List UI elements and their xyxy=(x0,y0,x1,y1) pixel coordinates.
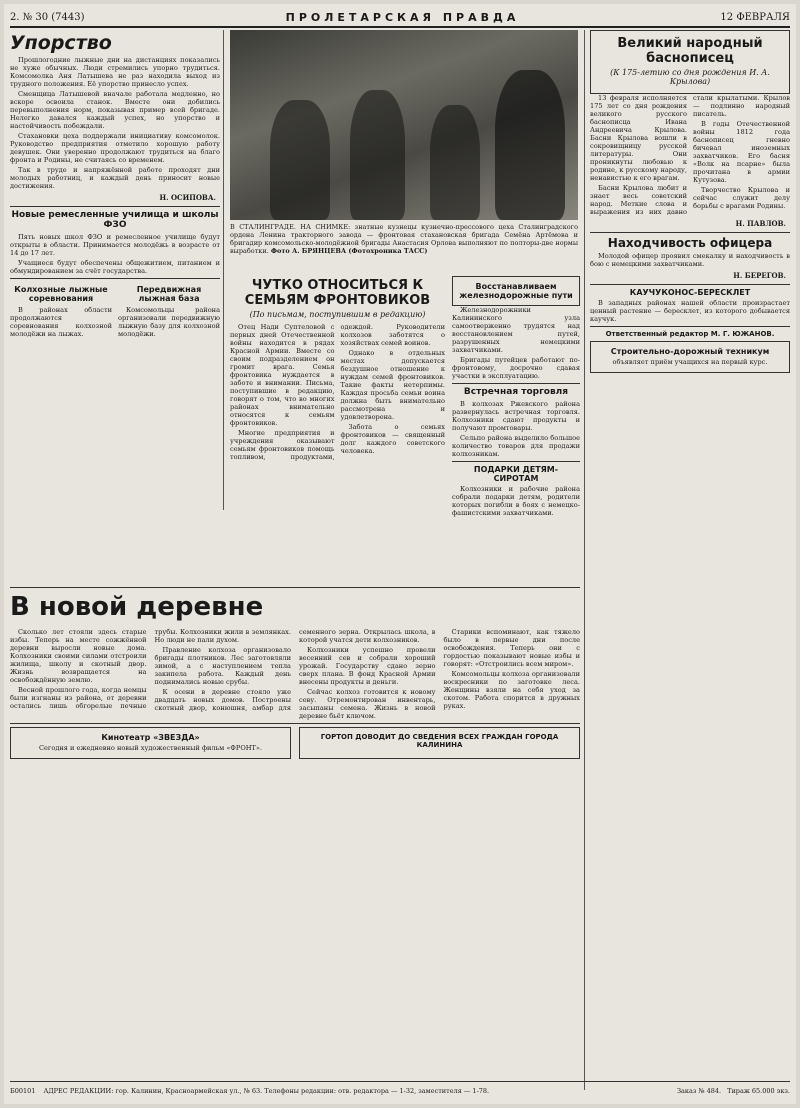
footer-order: Заказ № 484. xyxy=(676,1087,722,1095)
gifts-title: ПОДАРКИ ДЕТЯМ-СИРОТАМ xyxy=(473,465,559,483)
footer xyxy=(10,1081,790,1100)
schools-body: Пять новых школ ФЗО и ремесленное училище будут открыты в области. Принимается молодёжь в возрасте от 14 до 17 лет. Учащиеся будут обеспечены общежитием, питанием и обмундированием за счёт государства. xyxy=(10,233,220,275)
school-ad-body: объявляет приём учащихся на первый курс. xyxy=(612,358,768,366)
caoutchouc-body: В западных районах нашей области произрастает ценный растение — бересклет, из которого добывается каучук. xyxy=(590,299,790,323)
issue-date: 12 ФЕВРАЛЯ xyxy=(720,11,790,23)
gifts-body: Колхозники и рабочие района собрали подарки детям, родители которых погибли в боях с немецко-фашистскими захватчиками. xyxy=(452,485,580,517)
article-families xyxy=(230,276,445,576)
notice-title: ГОРТОП ДОВОДИТ ДО СВЕДЕНИЯ ВСЕХ ГРАЖДАН ГОРОДА КАЛИНИНА xyxy=(320,733,559,749)
editor-line: Ответственный редактор М. Г. ЮЖАНОВ. xyxy=(605,330,775,338)
footer-circulation: Тираж 65.000 экз. xyxy=(727,1087,790,1095)
fabulist-subtitle: (К 175-летию со дня рождения И. А. Крылова) xyxy=(610,68,770,86)
village-title: В новой деревне xyxy=(10,592,264,622)
issue-number: 2. № 30 (7443) xyxy=(10,11,85,23)
article-body: Прошлогодние лыжные дни на дистанциях показались не хуже обычных. Люди стремились упорно трудиться. Комсомолка Аня Латышева не раз находила выход из трудного положения. Её упорство принесло успех. Сменщица Латышевой вначале работала медленно, но вскоре освоила станок. Вместе они добились перевыполнения норм, показывая пример всей бригаде. Нелегко давался каждый успех, но упорство и настойчивость побеждали. Стахановки цеха поддержали инициативу комсомолок. Руководство предприятия отметило хорошую работу девушек. Они уверенно продолжают трудиться на благо фронта и Родины, не считаясь со временем. Так в труде и напряжённой работе проходят дни молодых работниц, и каждый день приносит новые достижения. xyxy=(10,56,220,190)
skiing-body: В районах области продолжаются соревнования колхозной молодёжи на лыжах. xyxy=(10,306,112,338)
column-divider xyxy=(584,30,585,1090)
caoutchouc-title: КАУЧУКОНОС-БЕРЕСКЛЕТ xyxy=(629,288,751,297)
column-middle-right xyxy=(452,276,580,576)
fabulist-signature: Н. ПАВЛОВ. xyxy=(735,219,786,228)
column-divider xyxy=(223,30,224,510)
photo-block xyxy=(230,30,578,270)
cinema-ad-title: Кинотеатр «ЗВЕЗДА» xyxy=(101,733,200,742)
fabulist-body: 13 февраля исполняется 175 лет со дня рождения великого русского баснописца Ивана Андреевича Крылова. Басни Крылова вошли в сокровищницу русской литературы. Они проникнуты любовью к родине, к русскому народу, ненавистью к его врагам. Басни Крылова любит и знает весь советский народ. Меткие слова и выражения из них давно стали крылатыми. Крылов — подлинно народный писатель. В годы Отечественной войны 1812 года баснописец гневно бичевал иноземных захватчиков. Его басня «Волк на псарне» была прочитана в армии Кутузова. Творчество Крылова и сейчас служит делу борьбы с врагами Родины. xyxy=(590,94,790,216)
cinema-ad-body: Сегодня и ежедневно новый художественный фильм «ФРОНТ». xyxy=(38,744,263,752)
paper-title: ПРОЛЕТАРСКАЯ ПРАВДА xyxy=(285,10,520,24)
skiing-title: Колхозные лыжные соревнования xyxy=(14,285,108,303)
fabulist-title: Великий народный баснописец xyxy=(617,36,763,66)
footer-code: Б00101 xyxy=(10,1087,36,1095)
ski-base-body: Комсомольцы района организовали передвижную лыжную базу для колхозной молодёжи. xyxy=(118,306,220,338)
village-body: Сколько лет стояли здесь старые избы. Теперь на месте сожжённой деревни выросли новые дома. Колхозники своими силами отстроили жилища, школу и скотный двор. Жизнь возвращается на освобождённую землю. Весной прошлого года, когда немцы были изгнаны из района, от деревни остались лишь обгорелые печные трубы. Колхозники жили в землянках. Но люди не пали духом. Правление колхоза организовало бригады плотников. Лес заготовляли зимой, а с наступлением тепла закипела работа. Каждый день поднимались новые срубы. К осени в деревне стояло уже двадцать новых домов. Построены скотный двор, конюшня, амбар для семенного зерна. Открылась школа, в которой учатся дети колхозников. Колхозники успешно провели весенний сев и собрали хороший урожай. Государству сдано зерно сверх плана. В фонд Красной Армии внесены продукты и деньги. Сейчас колхоз готовится к новому севу. Отремонтирован инвентарь, засыпаны семена. Жизнь в новой деревне бьёт ключом. Старики вспоминают, как тяжело было в первые дни после освобождения. Теперь они с гордостью показывают новые избы и говорят: «Отстроились всем миром». Комсомольцы колхоза организовали воскресники по заготовке леса. Женщины взяли на себя уход за скотом. Работа спорится в дружных руках. xyxy=(10,628,580,720)
families-subtitle: (По письмам, поступившим в редакцию) xyxy=(249,310,426,319)
article-village xyxy=(10,584,580,1064)
vigilance-body: Молодой офицер проявил смекалку и находчивость в бою с немецкими захватчиками. xyxy=(590,252,790,268)
restoration-body: Железнодорожники Калининского узла самоотверженно трудятся над восстановлением путей, разрушенных немецкими захватчиками. Бригады путейцев работают по-фронтовому, досрочно сдавая участки в эксплуатацию. xyxy=(452,306,580,380)
factory-photo xyxy=(230,30,578,220)
ski-base-title: Передвижная лыжная база xyxy=(136,285,202,303)
masthead xyxy=(10,8,790,28)
article-title: Упорство xyxy=(10,32,112,54)
restoration-title: Восстанавливаем железнодорожные пути xyxy=(459,282,573,300)
photo-caption: В СТАЛИНГРАДЕ. НА СНИМКЕ: знатные кузнецы кузнечно-прессового цеха Сталинградского ордена Ленина тракторного завода — фронтовая стахановская бригада Семёна Артёмова и бригадир комсомольско-молодёжной бригады Анастасия Орлова выполняют по полторы-две нормы выработки. Фото А. БРЯНЦЕВА (Фотохроника ТАСС) xyxy=(230,223,578,255)
families-title: ЧУТКО ОТНОСИТЬСЯ К СЕМЬЯМ ФРОНТОВИКОВ xyxy=(244,278,431,308)
article-stubbornness xyxy=(10,30,220,530)
article-signature: Н. ОСИПОВА. xyxy=(159,193,216,202)
vigilance-title: Находчивость офицера xyxy=(607,236,773,250)
families-body: Отец Нади Суптеловой с первых дней Отечественной войны находится в рядах Красной Армии. Вместе со своим подразделением он громит врага. Семья фронтовика нуждается в заботе и внимании. Письма, поступившие в редакцию, говорят о том, что во многих районах внимательно относятся к семьям фронтовиков. Многие предприятия и учреждения оказывают семьям фронтовиков помощь топливом, продуктами, одеждой. Руководители колхозов заботятся о хозяйствах семей воинов. Однако в отдельных местах допускается бездушное отношение к нуждам семей фронтовиков. Такие факты нетерпимы. Каждая просьба семьи воина должна быть внимательно рассмотрена и удовлетворена. Забота о семьях фронтовиков — священный долг каждого советского человека. xyxy=(230,323,445,461)
school-ad-title: Строительно-дорожный техникум xyxy=(610,347,770,356)
column-right xyxy=(590,30,790,1070)
trade-title: Встречная торговля xyxy=(463,387,569,397)
schools-title: Новые ремесленные училища и школы ФЗО xyxy=(11,210,219,230)
trade-body: В колхозах Ржевского района развернулась встречная торговля. Колхозники сдают продукты и получают промтовары. Сельпо района выделило большое количество товаров для продажи колхозникам. xyxy=(452,400,580,458)
footer-address: АДРЕС РЕДАКЦИИ: гор. Калинин, Красноармейская ул., № 63. Телефоны редакции: отв. редактора — 1-32, заместителя — 1-78. xyxy=(43,1087,490,1095)
newspaper-page xyxy=(4,4,796,1104)
vigilance-signature: Н. БЕРЕГОВ. xyxy=(733,271,786,280)
